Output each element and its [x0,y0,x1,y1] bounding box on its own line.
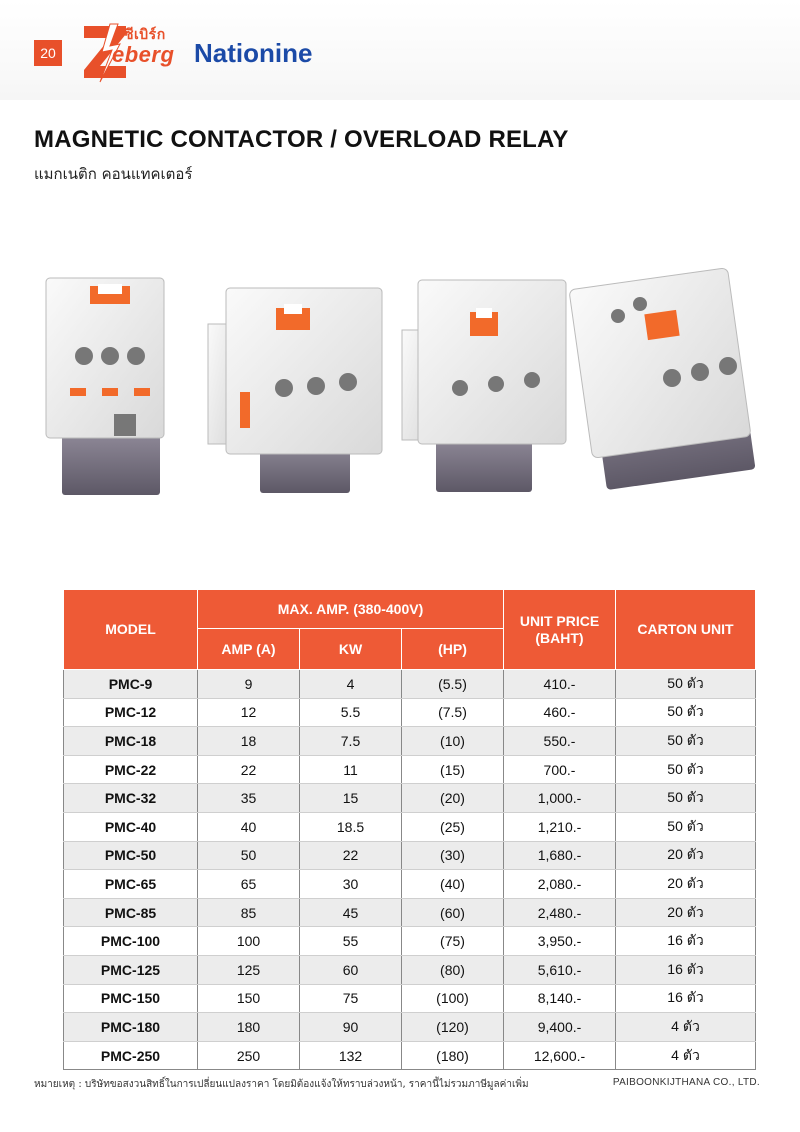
cell-kw: 55 [300,927,402,956]
cell-carton: 4 ตัว [616,1013,756,1042]
header-unit-price-line2: (BAHT) [535,629,584,646]
cell-kw: 15 [300,784,402,813]
footer-note: หมายเหตุ : บริษัทขอสงวนสิทธิ์ในการเปลี่ยนแปลงราคา โดยมิต้องแจ้งให้ทราบล่วงหน้า, ราคานี้ไม่รวมภาษีมูลค่าเพิ่ม [34,1079,529,1090]
cell-carton: 50 ตัว [616,812,756,841]
cell-amp: 12 [198,698,300,727]
cell-amp: 35 [198,784,300,813]
product-photos [40,260,770,520]
table-row [64,670,756,699]
cell-model: PMC-150 [64,984,198,1013]
table-row [64,784,756,813]
cell-carton: 16 ตัว [616,984,756,1013]
cell-price: 9,400.- [504,1013,616,1042]
cell-kw: 30 [300,870,402,899]
contactor-illustrations-icon [40,260,770,520]
cell-model: PMC-40 [64,812,198,841]
cell-amp: 150 [198,984,300,1013]
page-title: MAGNETIC CONTACTOR / OVERLOAD RELAY [34,126,569,153]
table-row [64,812,756,841]
cell-carton: 16 ตัว [616,955,756,984]
table-row [64,841,756,870]
cell-amp: 125 [198,955,300,984]
table-row [64,698,756,727]
contactor-4-icon [569,268,756,490]
cell-amp: 180 [198,1013,300,1042]
cell-hp: (60) [402,898,504,927]
cell-kw: 132 [300,1041,402,1070]
cell-model: PMC-12 [64,698,198,727]
cell-price: 1,210.- [504,812,616,841]
cell-amp: 50 [198,841,300,870]
cell-kw: 4 [300,670,402,699]
cell-kw: 7.5 [300,727,402,756]
cell-price: 2,080.- [504,870,616,899]
cell-price: 12,600.- [504,1041,616,1070]
table-row [64,1013,756,1042]
cell-price: 1,680.- [504,841,616,870]
cell-kw: 75 [300,984,402,1013]
header-unit-price [504,590,616,670]
cell-amp: 18 [198,727,300,756]
cell-kw: 18.5 [300,812,402,841]
contactor-2-icon [208,288,382,493]
cell-hp: (75) [402,927,504,956]
cell-hp: (15) [402,755,504,784]
cell-hp: (80) [402,955,504,984]
cell-price: 3,950.- [504,927,616,956]
cell-hp: (7.5) [402,698,504,727]
cell-price: 410.- [504,670,616,699]
cell-kw: 22 [300,841,402,870]
cell-price: 5,610.- [504,955,616,984]
cell-model: PMC-18 [64,727,198,756]
header-model: MODEL [64,590,198,670]
cell-model: PMC-9 [64,670,198,699]
cell-hp: (120) [402,1013,504,1042]
header-max-amp: MAX. AMP. (380-400V) [198,590,504,629]
cell-kw: 11 [300,755,402,784]
cell-hp: (180) [402,1041,504,1070]
cell-model: PMC-65 [64,870,198,899]
cell-hp: (25) [402,812,504,841]
header-carton-unit: CARTON UNIT [616,590,756,670]
page-subtitle: แมกเนติก คอนแทคเตอร์ [34,165,193,183]
cell-model: PMC-22 [64,755,198,784]
nationine-brand: Nationine [194,38,313,68]
cell-price: 460.- [504,698,616,727]
price-table [63,589,755,1070]
cell-carton: 50 ตัว [616,755,756,784]
cell-carton: 20 ตัว [616,841,756,870]
cell-carton: 50 ตัว [616,784,756,813]
cell-price: 700.- [504,755,616,784]
footer-company: PAIBOONKIJTHANA CO., LTD. [612,1077,760,1088]
cell-carton: 20 ตัว [616,898,756,927]
cell-amp: 40 [198,812,300,841]
cell-price: 1,000.- [504,784,616,813]
cell-kw: 90 [300,1013,402,1042]
cell-model: PMC-100 [64,927,198,956]
table-row [64,898,756,927]
cell-carton: 50 ตัว [616,670,756,699]
header-kw: KW [300,629,402,670]
cell-amp: 100 [198,927,300,956]
header-hp: (HP) [402,629,504,670]
cell-kw: 5.5 [300,698,402,727]
cell-carton: 20 ตัว [616,870,756,899]
cell-model: PMC-180 [64,1013,198,1042]
table-row [64,927,756,956]
cell-amp: 65 [198,870,300,899]
cell-carton: 50 ตัว [616,698,756,727]
cell-model: PMC-32 [64,784,198,813]
cell-amp: 22 [198,755,300,784]
cell-model: PMC-125 [64,955,198,984]
cell-hp: (30) [402,841,504,870]
cell-price: 550.- [504,727,616,756]
table-row [64,955,756,984]
cell-hp: (40) [402,870,504,899]
logo-name-text: eberg [112,42,175,67]
price-table-grid [63,589,756,1070]
cell-carton: 4 ตัว [616,1041,756,1070]
cell-carton: 16 ตัว [616,927,756,956]
cell-kw: 60 [300,955,402,984]
contactor-1-icon [46,278,164,495]
cell-amp: 250 [198,1041,300,1070]
logo-thai-text: ซีเบิร์ก [124,27,166,43]
table-row [64,1041,756,1070]
cell-carton: 50 ตัว [616,727,756,756]
page-number: 20 [34,40,62,66]
cell-amp: 9 [198,670,300,699]
cell-hp: (100) [402,984,504,1013]
table-row [64,870,756,899]
cell-price: 2,480.- [504,898,616,927]
cell-model: PMC-250 [64,1041,198,1070]
table-row [64,984,756,1013]
cell-kw: 45 [300,898,402,927]
table-row [64,727,756,756]
cell-amp: 85 [198,898,300,927]
contactor-3-icon [402,280,566,492]
cell-model: PMC-50 [64,841,198,870]
cell-model: PMC-85 [64,898,198,927]
table-row [64,755,756,784]
header-unit-price-line1: UNIT PRICE [519,612,600,629]
cell-hp: (5.5) [402,670,504,699]
cell-hp: (20) [402,784,504,813]
cell-hp: (10) [402,727,504,756]
cell-price: 8,140.- [504,984,616,1013]
header-amp: AMP (A) [198,629,300,670]
